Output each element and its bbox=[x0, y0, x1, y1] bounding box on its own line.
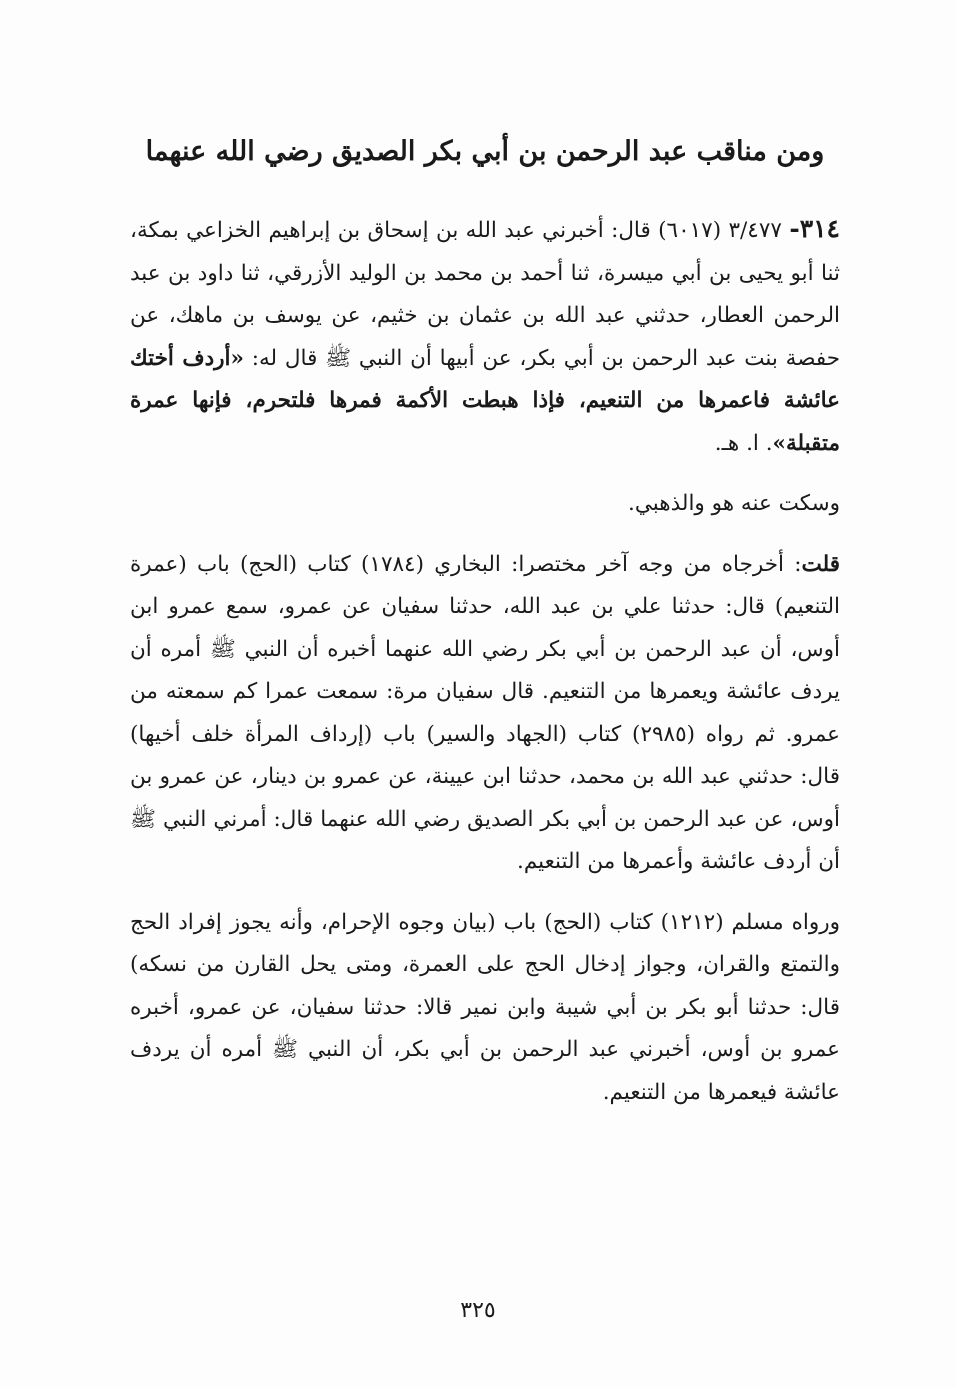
silence-note: وسكت عنه هو والذهبي. bbox=[628, 491, 840, 516]
hadith-paragraph bbox=[130, 208, 840, 465]
hadith-number: ٣١٤- bbox=[789, 214, 840, 243]
page-content bbox=[130, 130, 840, 1132]
section-heading: ومن مناقب عبد الرحمن بن أبي بكر الصديق رضي الله عنهما bbox=[145, 136, 825, 167]
hadith-matn: «أردف أختك عائشة فاعمرها من التنعيم، فإذا هبطت الأكمة فمرها فلتحرم، فإنها عمرة متقبلة» bbox=[130, 345, 840, 456]
qult-text: : أخرجاه من وجه آخر مختصرا: البخاري (١٧٨٤) كتاب (الحج) باب (عمرة التنعيم) قال: حدثنا علي بن عبد الله، حدثنا سفيان عن عمرو، سمع عمرو ابن أوس، أن عبد الرحمن بن أبي بكر رضي الله عنهما أخبره أن النبي ﷺ أمره أن يردف عائشة ويعمرها من التنعيم. قال سفيان مرة: سمعت عمرا كم سمعته من عمرو. ثم رواه (٢٩٨٥) كتاب (الجهاد والسير) باب (إرداف المرأة خلف أخيها) قال: حدثني عبد الله بن محمد، حدثنا ابن عيينة، عن عمرو بن دينار، عن عمرو بن أوس، عن عبد الرحمن بن أبي بكر الصديق رضي الله عنهما قال: أمرني النبي ﷺ أن أردف عائشة وأعمرها من التنعيم. bbox=[130, 551, 840, 874]
qult-label: قلت bbox=[801, 551, 840, 577]
page-number: ٣٢٥ bbox=[460, 1298, 496, 1323]
hadith-end-mark: . ا. هـ. bbox=[714, 430, 773, 456]
qult-paragraph bbox=[130, 544, 840, 884]
hadith-isnad: ٣/٤٧٧ (٦٠١٧) قال: أخبرني عبد الله بن إسحاق بن إبراهيم الخزاعي بمكة، ثنا أبو يحيى بن أبي ميسرة، ثنا أحمد بن محمد بن الوليد الأزرقي، ثنا داود بن عبد الرحمن العطار، حدثني عبد الله بن عثمان بن خثيم، عن يوسف بن ماهك، عن حفصة بنت عبد الرحمن بن أبي بكر، عن أبيها أن النبي ﷺ قال له: bbox=[130, 218, 841, 371]
muslim-paragraph: ورواه مسلم (١٢١٢) كتاب (الحج) باب (بيان وجوه الإحرام، وأنه يجوز إفراد الحج والتمتع والقران، وجواز إدخال الحج على العمرة، ومتى يحل القارن من نسكه) قال: حدثنا أبو بكر بن أبي شيبة وابن نمير قالا: حدثنا سفيان، عن عمرو، أخبره عمرو بن أوس، أخبرني عبد الرحمن بن أبي بكر، أن النبي ﷺ أمره أن يردف عائشة فيعمرها من التنعيم. bbox=[130, 909, 840, 1105]
